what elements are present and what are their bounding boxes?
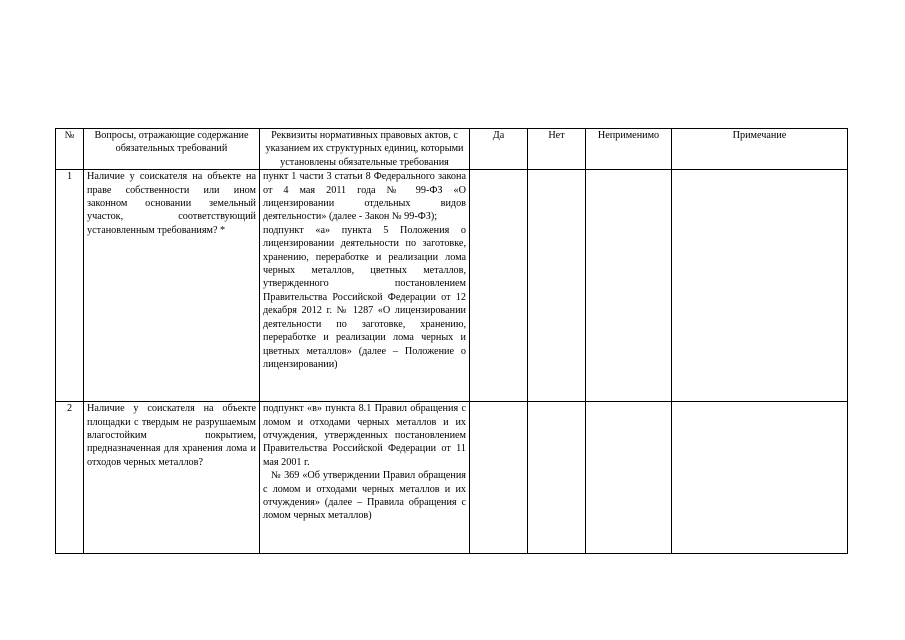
yes-cell[interactable] <box>470 402 528 554</box>
requisite-paragraph: подпункт «а» пункта 5 Положения о лицензировании деятельности по заготовке, хранению, переработке и реализации лома черных металлов, цветных металлов, утвержденного постановлением Правительства Российской Федерации от 12 декабря 2012 г. № 1287 «О лицензировании деятельности по заготовке, хранению, переработке и реализации лома черных и цветных металлов» (далее – Положение о лицензировании) <box>263 224 466 370</box>
checklist-table <box>55 128 848 554</box>
requisite-paragraph: подпункт «в» пункта 8.1 Правил обращения с ломом и отходами черных металлов и их отчуждения, утвержденных постановлением Правительства Российской Федерации от 11 мая 2001 г. <box>263 403 466 468</box>
no-cell[interactable] <box>528 170 586 402</box>
header-questions: Вопросы, отражающие содержание обязательных требований <box>84 129 260 170</box>
requisites-cell <box>260 402 470 554</box>
header-row <box>56 129 848 170</box>
header-number: № <box>56 129 84 170</box>
note-cell[interactable] <box>672 402 848 554</box>
header-yes: Да <box>470 129 528 170</box>
header-requisites: Реквизиты нормативных правовых актов, с указанием их структурных единиц, которыми установлены обязательные требования <box>260 129 470 170</box>
row-number: 2 <box>56 402 84 554</box>
question-cell: Наличие у соискателя на объекте площадки с твердым не разрушаемым влагостойким покрытием, предназначенная для хранения лома и отходов черных металлов? <box>84 402 260 554</box>
requisites-cell <box>260 170 470 402</box>
header-note: Примечание <box>672 129 848 170</box>
table-row <box>56 402 848 554</box>
no-cell[interactable] <box>528 402 586 554</box>
requisite-paragraph: пункт 1 части 3 статьи 8 Федерального закона от 4 мая 2011 года № 99-ФЗ «О лицензировании отдельных видов деятельности» (далее - Закон № 99-ФЗ); <box>263 171 466 223</box>
requisite-paragraph: № 369 «Об утверждении Правил обращения с ломом и отходами черных металлов и их отчуждения» (далее – Правила обращения с ломом черных металлов) <box>263 470 466 522</box>
header-no: Нет <box>528 129 586 170</box>
not-applicable-cell[interactable] <box>586 402 672 554</box>
table-row <box>56 170 848 402</box>
note-cell[interactable] <box>672 170 848 402</box>
row-number: 1 <box>56 170 84 402</box>
yes-cell[interactable] <box>470 170 528 402</box>
question-cell: Наличие у соискателя на объекте на праве собственности или ином законном основании земельный участок, соответствующий установленным требованиям? * <box>84 170 260 402</box>
not-applicable-cell[interactable] <box>586 170 672 402</box>
header-not-applicable: Неприменимо <box>586 129 672 170</box>
